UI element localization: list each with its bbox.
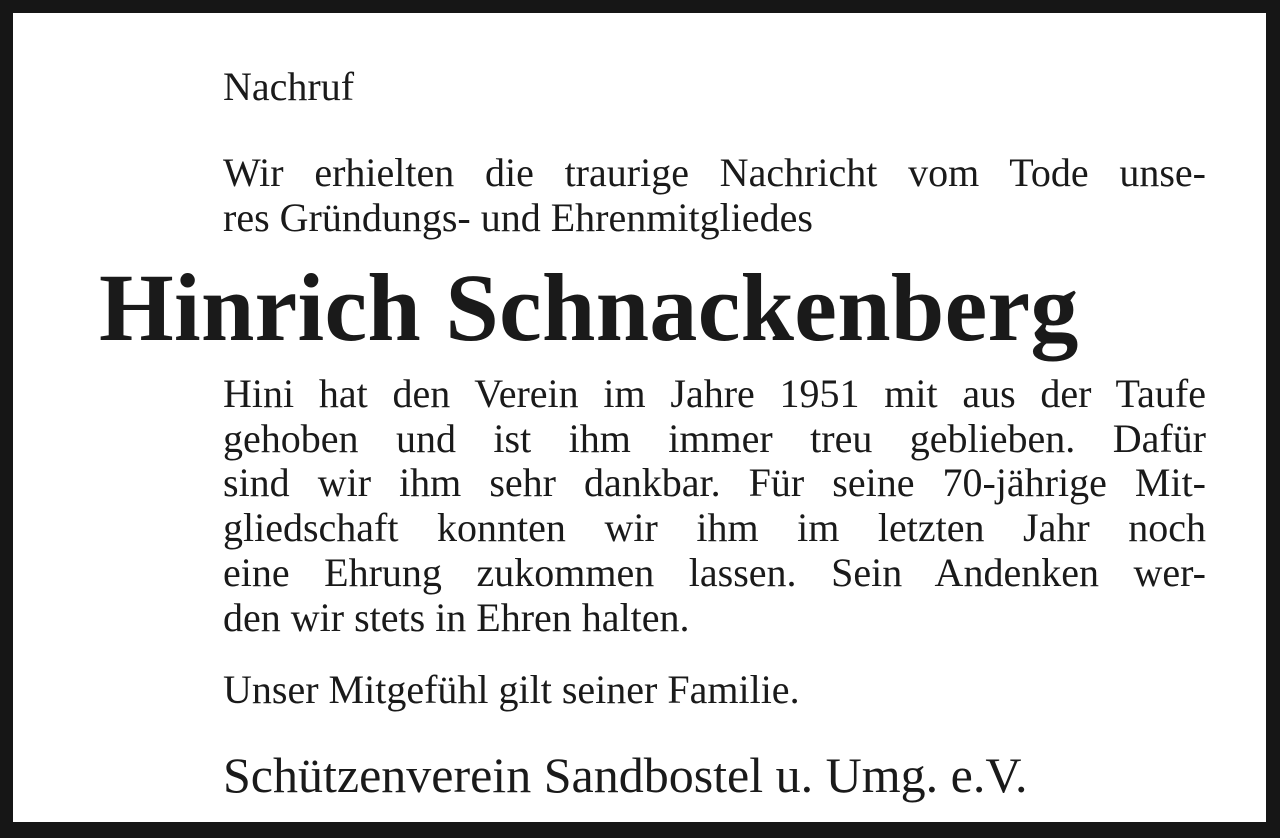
tribute-line: eine Ehrung zukommen lassen. Sein Andenken wer- [223, 549, 1206, 595]
tribute-line: Hini hat den Verein im Jahre 1951 mit aus der Taufe [223, 371, 1206, 416]
intro-line: res Gründungs- und Ehrenmitgliedes [223, 194, 813, 240]
intro-paragraph [223, 151, 1206, 240]
condolence-text: Unser Mitgefühl gilt seiner Familie. [223, 667, 800, 712]
intro-line: Wir erhielten die traurige Nachricht vom Tode unse- [223, 150, 1206, 195]
tribute-line: sind wir ihm sehr dankbar. Für seine 70-jährige Mit- [223, 460, 1206, 506]
signature-club-name: Schützenverein Sandbostel u. Umg. e.V. [223, 747, 1028, 803]
notice-label: Nachruf [223, 64, 355, 109]
tribute-paragraph [223, 372, 1206, 640]
tribute-line: gehoben und ist ihm immer treu geblieben. Dafür [223, 415, 1206, 461]
deceased-name: Hinrich Schnackenberg [99, 254, 1079, 361]
tribute-line: den wir stets in Ehren halten. [223, 594, 690, 640]
tribute-line: gliedschaft konnten wir ihm im letzten Jahr noch [223, 505, 1206, 551]
